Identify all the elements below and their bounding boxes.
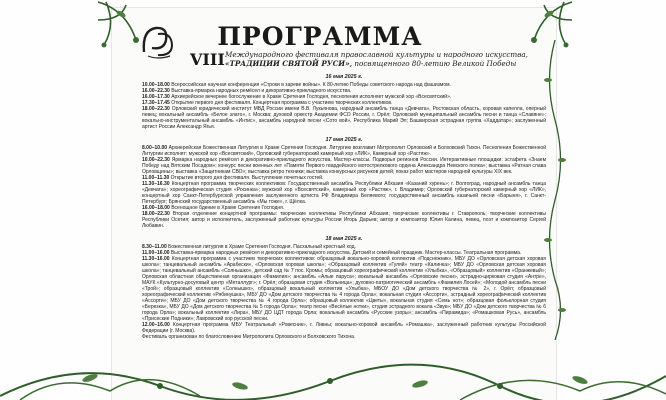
footer-note: Фестиваль организован по благословению Митрополита Орловского и Болховского Тихона. (142, 334, 356, 340)
event-time: 12.00–16.00 (142, 322, 170, 328)
event-time: 17.30–17.45 (142, 100, 170, 106)
day-date: 16 мая 2025 г. (325, 74, 363, 80)
event-time: 16.00–18.00 (142, 205, 170, 211)
spacer (142, 229, 546, 234)
event-desc: Открытие первого дня фестиваля. Концертная программа с участием творческих коллективов. (171, 100, 393, 106)
subtitle-line (225, 59, 545, 68)
festival-name: «ТРАДИЦИИ СВЯТОЙ РУСИ», (225, 59, 353, 68)
event-desc: Концертная программа МБУ Театральный «Ровесник», г. Ливны; вокально-хоровой ансамбль «Ромашка», заслуженный работник культуры Российской Федерации (г. Москва). (142, 322, 546, 334)
event-time: 8.00–10.00 (142, 145, 168, 151)
event-desc: Вторая отделение концертной программы: творческие коллективы Республики Абхазия; творческие коллективы г. Ставрополь; творческие коллективы Республики Осетия; автор и исполнитель, заслуженный работник культуры России Игорь Дарьев; автор и композитор Юлия Калина, певец, поэт и композитор Сергей Любавин. (142, 211, 547, 229)
event-desc: Всероссийская научная конференция «Строки в зареве войны». К 80-летию Победы советского народа над фашизмом. (171, 82, 451, 88)
subtitle-dedication: посвященного 80-летию Великой Победы (354, 59, 517, 68)
day-date: 17 мая 2025 г. (325, 137, 363, 143)
event-time: 8.30–11.00 (142, 244, 167, 250)
event-time: 11.00–11.30 (142, 175, 170, 181)
event-time: 18.00–22.30 (142, 106, 170, 112)
event-item (142, 181, 546, 205)
day-date: 18 мая 2025 г. (325, 236, 363, 242)
event-item (142, 322, 546, 334)
event-desc: Выставка-ярмарка народных ремёсел и декоративно-прикладного искусства. Детский и семейный праздник. Мастер-классы. Театральная программа. (170, 250, 522, 256)
event-desc: Всенощное бдение в Храме Сретения Господня. (171, 205, 285, 211)
event-desc: Ярмарка народных ремёсел и декоративно-прикладного искусства. Мастер-классы. Подворья регионов России. Интерактивные площадки: эстафета «Знаем Победу над Вятским Посадом»; конкурс песни военных лет «Памяти Первого гвардейского мотострелкового ордена Александра Невского полка»; выставка «Ратная слава Орловщины»; выставка «Защитникам СВО»; выставка ретро техники; выставка конкурсных рисунков детей; показ работ мастеров народной культуры XIX век. (142, 157, 547, 175)
event-desc: Открытие второго дня фестиваля. Выступление почетных гостей. (170, 175, 324, 181)
event-time: 18.00–22.30 (142, 211, 170, 217)
event-item (142, 256, 546, 322)
event-desc: Орловский юридический институт МВД России имени В.В. Лукьянова, народный ансамбль танца «Девчата», Ростовская область, хоровая капелла, оперный певец; вокальный ансамбль «Белое злато», г. Москва; духовой оркестр Академии ФСО России, г. Орёл; Орловский муниципальный ансамбль песни и танца «Славяне»; вокально-инструментальный ансамбль «Интис», ансамбль народной песни «Сото вой», Республика Марий Эл; Башкирская эстрадная группа «Хаддатар»; заслуженный артист России Александр Ягья. (142, 106, 547, 130)
event-time: 11.30–16.30 (142, 181, 170, 187)
page-title: ПРОГРАММА (217, 22, 423, 51)
floral-border-icon (0, 336, 666, 400)
edition-number: VIII (190, 50, 225, 69)
day-section (142, 74, 546, 130)
event-time: 10.00–22.30 (142, 157, 170, 163)
program-content (142, 72, 546, 340)
event-item (142, 211, 546, 229)
event-desc: Божественная литургия в Храме Сретения Господня. Пасхальный крестный ход. (168, 244, 356, 250)
event-item (142, 145, 546, 157)
event-time: 11.00–16.00 (142, 250, 170, 256)
event-desc: Концертная программа творческих коллективов: Государственный ансамбль Республики Абхазия «Казаний хурень»; г. Волгоград, народный ансамбль танца «Девчата»; хореографическая студия «Росинка»; мужской хор «Всесвятский», камерный хор «Растяж», г. Владимир; Орловский губернаторский камерный хор «ЛИК», концертный хор Санкт-Петербургской управления заслуженного артиста РФ Владимира Беляевого; государственный ансамбль казачьей песни «Барыня», г. Санкт-Петербург; Брянский государственный ансамбль «Мы тоже», г. Щёлка. (142, 181, 547, 205)
event-item (142, 106, 546, 130)
event-desc: Архиерейское вечернее богослужение в Храме Сретения Господня, песнопения исполняет мужской хор «Всесвятский». (171, 94, 452, 100)
event-time: 16.00–17.30 (142, 94, 170, 100)
spacer (142, 130, 546, 135)
event-time: 10.00–18.00 (142, 82, 170, 88)
event-time: 16.00–22.30 (142, 88, 170, 94)
event-desc: Архиерейская Божественная Литургия в Храме Сретения Господня. Литургию возглавит Митрополит Орловский и Болховский Тихон. Песнопения Божественной Литургии исполнят: мужской хор «Всесвятский», Орловский губернаторский камерный хор «ЛИК», Камерный хор «Растяж». (142, 145, 546, 157)
subtitle-line: Международного фестиваля православной культуры и народного искусства, (225, 50, 528, 59)
event-time: 11.30–16.00 (142, 256, 170, 262)
event-item (142, 157, 546, 175)
event-desc: Концертная программа с участием творческих коллективов: образцовый вокально-хоровой коллектив «Подснежник», МБУ ДО «Орловская детская хоровая школа»; танцевальный ансамбль «Арабески», «Орловская хоровая школа»; «Образцовый коллектив «Гуляй» театр «Калинка»; МБУ ДО «Орловская детская хоровая школа»; танцевальный ансамбль «Солнышко», детский сад № 7 пос. Кромы; образцовый хореографический коллектив «Улыбка», «Образцовый» коллектив «Оранжевый»; Орловская областная общественная организация «Фамилия»; ансамбль «Алые паруса»; вокальный ансамбль «Орловские песни», эстрадно-цирковая студия «Антре», МАУК «Культурно-досуговый центр «Металлург»; г. Орёл; образцовая студия «Вольница»; духовно-патриотический ансамбль «Фамилия Лосей»; «Молодой ансамбль песни «Трой»; образцовый коллектив «Солнышко», образцовый вокальный коллектив «Улыбка», МБОУ ДО «Дом детского творчества № 2», г. Орёл; образцовый хореографический коллектив «Рябинушка», МБУ ДО «Дом детского творчества № 4 города Орла»; вокальная студия «Ассорти», эстрадный хореографический коллектив «Ассорти»; МБУ ДО «Дом детского творчества № 4 города Орла»; образцовый коллектив «Цветы», вокальная студия «Семь нот»; образцовая фольклорная студия «Березка», МБУ ДО «Дом детского творчества № 5 города Орла»; театр песни «Весёлые нотки», студия эстрадного вокала «Звук»; МБУ ДО «Дом детского творчества № 6 города Орла»; вокальный коллектив «Лира», МБУ ДО ЦДТ города Орла; вокальный ансамбль «Русские узоры»; ансамбль «Пирамида»; «Ромашковая Русь», ансамбль «Присеские Подники»; Лавровский хор русской песни. (142, 256, 547, 322)
festival-subtitle (225, 50, 545, 68)
day-section (142, 137, 546, 229)
day-section (142, 236, 546, 334)
event-desc: Выставка-ярмарка народных ремёсел и декоративно-прикладного искусства. (171, 88, 352, 94)
